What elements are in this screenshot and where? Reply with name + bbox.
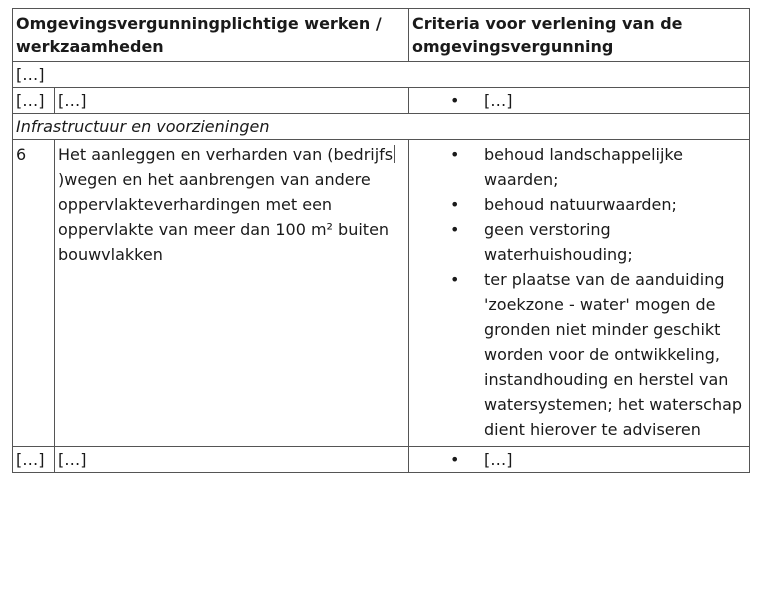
criteria-list [412,142,749,442]
category-label: Infrastructuur en voorzieningen [13,114,750,140]
bullet-icon: • [450,270,460,289]
header-row [13,9,750,62]
header-criteria: Criteria voor verlening van de omgevingsvergunning [409,9,750,62]
criteria-list-cell [409,140,750,447]
ellipsis-criteria: • […] [409,447,750,473]
ellipsis-row-3 [13,447,750,473]
bullet-icon: • [450,220,460,239]
bullet-icon: • [450,195,460,214]
list-item: • behoud natuurwaarden; [412,192,749,217]
list-item: • behoud landschappelijke waarden; [412,142,749,192]
bullet-icon: • [450,145,460,164]
ellipsis-cell: […] [13,62,750,88]
ellipsis-number: […] [13,447,55,473]
ellipsis-criteria: • […] [409,88,750,114]
text-cursor [394,145,395,163]
ellipsis-number: […] [13,88,55,114]
list-item: • geen verstoring waterhuishouding; [412,217,749,267]
bullet-icon: • [450,450,460,469]
ellipsis-work: […] [55,447,409,473]
ellipsis-row-1 [13,62,750,88]
list-item: • ter plaatse van de aanduiding 'zoekzone - water' mogen de gronden niet minder geschikt worden voor de ontwikkeling, instandhouding en herstel van watersystemen; het waterschap dient hierover te adviseren [412,267,749,442]
ellipsis-work: […] [55,88,409,114]
bullet-icon: • [450,91,460,110]
category-row [13,114,750,140]
table-row [13,140,750,447]
header-works: Omgevingsvergunningplichtige werken / werkzaamheden [13,9,409,62]
ellipsis-row-2 [13,88,750,114]
criteria-table [12,8,750,473]
work-description: Het aanleggen en verharden van (bedrijfs)wegen en het aanbrengen van andere oppervlakteverhardingen met een oppervlakte van meer dan 100 m² buiten bouwvlakken [55,140,409,447]
row-number: 6 [13,140,55,447]
